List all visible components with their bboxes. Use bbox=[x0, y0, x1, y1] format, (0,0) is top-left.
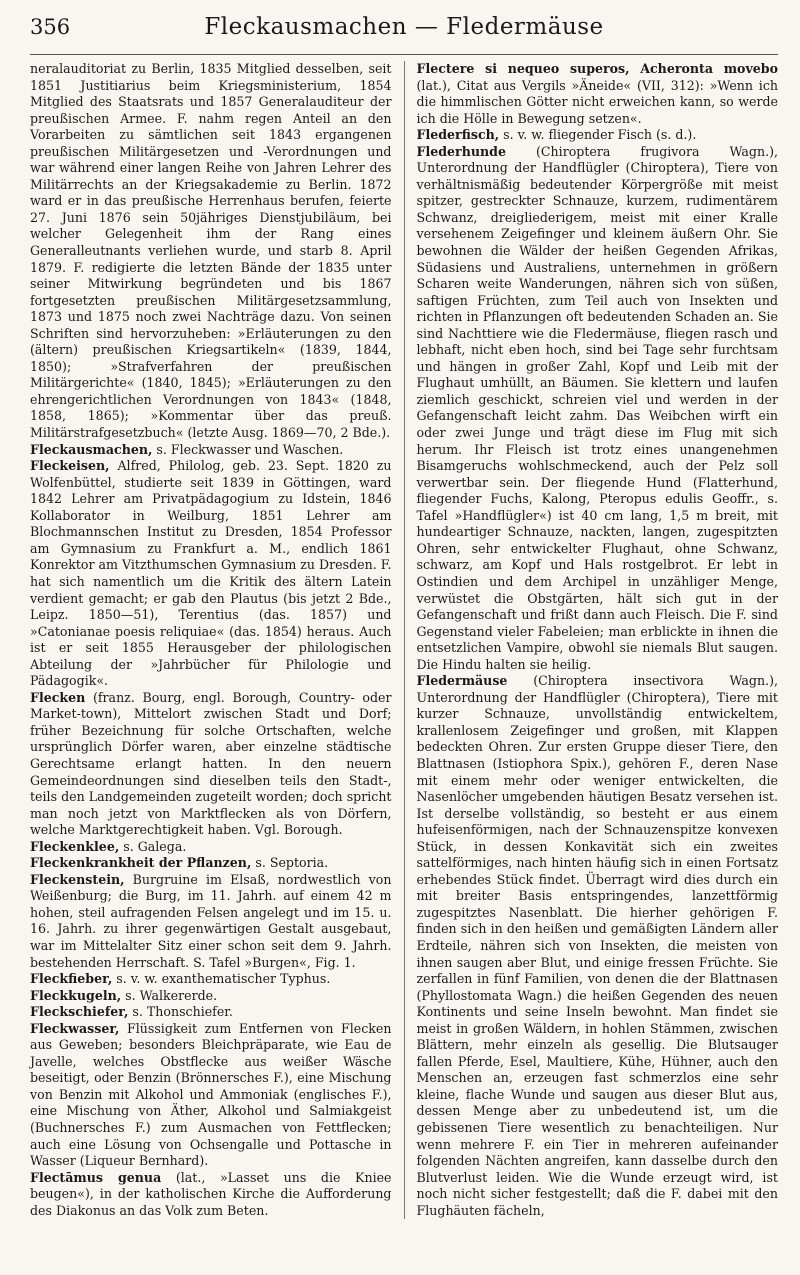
left-column bbox=[30, 61, 392, 1219]
running-title: Fleckausmachen — Fledermäuse bbox=[204, 14, 604, 40]
dictionary-entry bbox=[417, 127, 779, 144]
entry-headword: Fleckeisen, bbox=[30, 458, 110, 474]
entry-headword: Fleckenkrankheit der Pflanzen, bbox=[30, 855, 252, 871]
running-head bbox=[30, 14, 778, 55]
entry-headword: Fledermäuse bbox=[416, 673, 508, 689]
entry-text: (franz. Bourg, engl. Borough, Country- oder Market-town), Mittelort zwischen Stadt und Dorf; früher Bezeichnung für solche Ortschaften, welche ursprünglich Dörfer waren, aber einzelne städtische Gerechtsame erlangt hatten. In den neuern Gemeindeordnungen sind dieselben teils den Stadt-, teils den Landgemeinden zugeteilt worden; doch spricht man noch jetzt von Marktflecken als von Dörfern, welche Marktgerechtigkeit haben. Vgl. Borough. bbox=[30, 689, 392, 838]
entry-headword: Fleckfieber, bbox=[30, 971, 113, 987]
entry-text: s. v. w. exanthematischer Typhus. bbox=[112, 971, 331, 987]
entry-text: Burgruine im Elsaß, nordwestlich von Weißenburg; die Burg, im 11. Jahrh. auf einem 42 m hohen, steil aufragenden Felsen angelegt und im 15. u. 16. Jahrh. zu ihrer gegenwärtigen Gestalt ausgebaut, war im Mittelalter Sitz einer schon seit dem 9. Jahrh. bestehenden Herrschaft. S. Tafel »Burgen«, Fig. 1. bbox=[30, 871, 392, 970]
entry-headword: Flecken bbox=[30, 689, 86, 705]
entry-text: (Chiroptera frugivora Wagn.), Unterordnung der Handflügler (Chiroptera), Tiere von verhältnismäßig bedeutender Körpergröße mit meist spitzer, gestreckter Schnauze, kurzem, rudimentärem Schwanz, dreigliederigem, meist mit einer Kralle versehenem Zeigefinger und kleinem äußern Ohr. Sie bewohnen die Wälder der heißen Gegenden Afrikas, Südasiens und Australiens, unternehmen in größern Scharen weite Wanderungen, nähren sich von süßen, saftigen Früchten, zum Teil auch von Insekten und richten in Pflanzungen oft bedeutenden Schaden an. Sie sind Nachttiere wie die Fledermäuse, fliegen rasch und lebhaft, nicht eben hoch, sind bei Tage sehr furchtsam und hängen in großer Zahl, Kopf und Leib mit der Flughaut umhüllt, an Bäumen. Sie klettern und laufen ziemlich geschickt, schreien viel und werden in der Gefangenschaft leicht zahm. Das Weibchen wirft ein oder zwei Junge und trägt diese im Flug mit sich herum. Ihr Fleisch ist trotz eines unangenehmen Bisamgeruchs wohlschmeckend, auch der Pelz soll verwertbar sein. Der fliegende Hund (Flatterhund, fliegender Fuchs, Kalong, Pteropus edulis Geoffr., s. Tafel »Handflügler«) ist 40 cm lang, 1,5 m breit, mit hundeartiger Schnauze, nackten, langen, zugespitzten Ohren, sehr entwickelter Flughaut, ohne Schwanz, schwarz, am Kopf und Hals rostgelbrot. Er lebt in Ostindien und dem Archipel in unzähliger Menge, verwüstet die Obstgärten, hält sich gut in der Gefangenschaft und frißt dann auch Fleisch. Die F. sind Gegenstand vieler Fabeleien; man erblickte in ihnen die entsetzlichen Vampire, obwohl sie niemals Blut saugen. Die Hindu halten sie heilig. bbox=[416, 143, 778, 672]
dictionary-entry bbox=[30, 442, 392, 459]
dictionary-entry bbox=[30, 1021, 392, 1170]
dictionary-entry bbox=[30, 61, 392, 442]
dictionary-entry bbox=[30, 690, 392, 839]
dictionary-entry bbox=[30, 855, 392, 872]
entry-text: s. Fleckwasser und Waschen. bbox=[152, 441, 344, 457]
dictionary-entry bbox=[30, 839, 392, 856]
column-divider bbox=[404, 61, 405, 1219]
entry-headword: Flectere si nequeo superos, Acheronta movebo bbox=[416, 61, 778, 76]
dictionary-entry bbox=[30, 872, 392, 971]
dictionary-entry bbox=[30, 1170, 392, 1220]
entry-text: s. Walkererde. bbox=[121, 987, 218, 1003]
entry-headword: Fleckkugeln, bbox=[30, 987, 122, 1003]
entry-text: s. v. w. fliegender Fisch (s. d.). bbox=[499, 127, 697, 143]
page-number: 356 bbox=[30, 15, 71, 39]
dictionary-entry bbox=[30, 1004, 392, 1021]
entry-headword: Fleckwasser, bbox=[30, 1020, 120, 1036]
right-column bbox=[417, 61, 779, 1219]
entry-headword: Flederhunde bbox=[416, 143, 506, 159]
columns bbox=[30, 61, 778, 1219]
entry-text: Flüssigkeit zum Entfernen von Flecken aus Geweben; besonders Bleichpräparate, wie Eau de Javelle, welches Obstflecke aus weißer Wäsche beseitigt, oder Benzin (Brönnersches F.), eine Mischung von Benzin mit Alkohol und Ammoniak (englisches F.), eine Mischung von Äther, Alkohol und Salmiakgeist (Buchnersches F.) zum Ausmachen von Fettflecken; auch eine Lösung von Ochsengalle und Pottasche in Wasser (Liqueur Bernhard). bbox=[30, 1020, 392, 1169]
dictionary-entry bbox=[30, 988, 392, 1005]
entry-headword: Flederfisch, bbox=[416, 127, 500, 143]
entry-headword: Fleckenstein, bbox=[30, 871, 125, 887]
entry-text: s. Galega. bbox=[119, 838, 187, 854]
entry-text: s. Septoria. bbox=[251, 855, 329, 871]
entry-text: Alfred, Philolog, geb. 23. Sept. 1820 zu Wolfenbüttel, studierte seit 1839 in Göttingen, ward 1842 Lehrer am Privatpädagogium zu Idstein, 1846 Kollaborator in Weilburg, 1851 Lehrer am Blochmannschen Institut zu Dresden, 1854 Professor am Gymnasium zu Frankfurt a. M., endlich 1861 Konrektor am Vitzthumschen Gymnasium zu Dresden. F. hat sich namentlich um die Kritik des ältern Latein verdient gemacht; er gab den Plautus (bis jetzt 2 Bde., Leipz. 1850—51), Terentius (das. 1857) und »Catonianae poesis reliquiae« (das. 1854) heraus. Auch ist er seit 1855 Herausgeber der philologischen Abteilung der »Jahrbücher für Philologie und Pädagogik«. bbox=[30, 458, 392, 689]
entry-text: s. Thonschiefer. bbox=[128, 1004, 233, 1020]
dictionary-entry bbox=[30, 971, 392, 988]
entry-headword: Fleckenklee, bbox=[30, 838, 120, 854]
entry-headword: Fleckausmachen, bbox=[30, 441, 153, 457]
entry-text: neralauditoriat zu Berlin, 1835 Mitglied desselben, seit 1851 Justitiarius beim Kriegsministerium, 1854 Mitglied des Staatsrats und 1857 Generalauditeur der preußischen Armee. F. nahm regen Anteil an den Vorarbeiten zu sämtlichen seit 1843 ergangenen preußischen Militärgesetzen und -Verordnungen und war während einer langen Reihe von Jahren Lehrer des Militärrechts an der Kriegsakademie zu Berlin. 1872 ward er in das preußische Herrenhaus berufen, feierte 27. Juni 1876 sein 50jähriges Dienstjubiläum, bei welcher Gelegenheit ihm der Rang eines Generalleutnants verliehen wurde, und starb 8. April 1879. F. redigierte die letzten Bände der 1835 unter seiner Mitwirkung begründeten und bis 1867 fortgesetzten preußischen Militärgesetzsammlung, 1873 und 1875 noch zwei Nachträge dazu. Von seinen Schriften sind hervorzuheben: »Erläuterungen zu den (ältern) preußischen Kriegsartikeln« (1839, 1844, 1850); »Strafverfahren der preußischen Militärgerichte« (1840, 1845); »Erläuterungen zu den ehrengerichtlichen Verordnungen von 1843« (1848, 1858, 1865); »Kommentar über das preuß. Militärstrafgesetzbuch« (letzte Ausg. 1869—70, 2 Bde.). bbox=[30, 61, 392, 441]
dictionary-entry bbox=[417, 673, 779, 1219]
entry-headword: Fleckschiefer, bbox=[30, 1004, 129, 1020]
dictionary-entry bbox=[30, 458, 392, 690]
entry-text: (lat., »Lasset uns die Kniee beugen«), in der katholischen Kirche die Aufforderung des Diakonus an das Volk zum Beten. bbox=[30, 1169, 392, 1218]
entry-text: (lat.), Citat aus Vergils »Äneide« (VII, 312): »Wenn ich die himmlischen Götter nicht erweichen kann, so werde ich die Hölle in Bewegung setzen«. bbox=[416, 77, 778, 126]
entry-text: (Chiroptera insectivora Wagn.), Unterordnung der Handflügler (Chiroptera), Tiere mit kurzer Schnauze, unvollständig entwickeltem, krallenlosem Zeigefinger und großen, mit Klappen bedeckten Ohren. Zur ersten Gruppe dieser Tiere, den Blattnasen (Istiophora Spix.), gehören F., deren Nase mit einem mehr oder weniger entwickelten, die Nasenlöcher umgebenden häutigen Besatz versehen ist. Ist derselbe vollständig, so besteht er aus einem hufeisenförmigen, nach der Schnauzenspitze konvexen Stück, in dessen Konkavität sich ein zweites sattelförmiges, nach hinten häufig sich in einen Fortsatz erhebendes Stück findet. Überragt wird dies durch ein mit breiter Basis entspringendes, lanzettförmig zugespitztes Nasenblatt. Die hierher gehörigen F. finden sich in den heißen und gemäßigten Ländern aller Erdteile, nähren sich von Insekten, die meisten von ihnen saugen aber Blut, und einige fressen Früchte. Sie zerfallen in fünf Familien, von denen die der Blattnasen (Phyllostomata Wagn.) die heißen Gegenden des neuen Kontinents und seine Inseln bewohnt. Man findet sie meist in großen Wäldern, in hohlen Stämmen, zwischen Blättern, mehr einzeln als gesellig. Die Blutsauger fallen Pferde, Esel, Maultiere, Kühe, Hühner, auch den Menschen an, erzeugen fast schmerzlos eine sehr kleine, flache Wunde und saugen aus dieser Blut aus, dessen Menge aber zu unbedeutend ist, um die gebissenen Tiere wesentlich zu benachteiligen. Nur wenn mehrere F. ein Tier in mehreren aufeinander folgenden Nächten angreifen, kann dasselbe durch den Blutverlust leiden. Wie die Wunde erzeugt wird, ist noch nicht sicher festgestellt; daß die F. dabei mit den Flughäuten fächeln, bbox=[416, 673, 778, 1218]
entry-headword: Flectāmus genua bbox=[30, 1169, 162, 1185]
dictionary-entry bbox=[417, 144, 779, 674]
dictionary-entry bbox=[417, 61, 779, 127]
